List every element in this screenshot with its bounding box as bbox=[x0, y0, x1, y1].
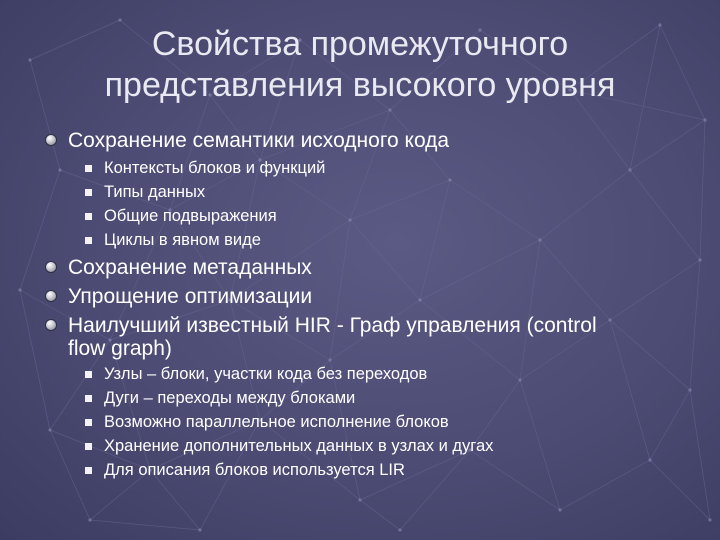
bullet-text: Упрощение оптимизации bbox=[68, 285, 313, 308]
bullet-text: Наилучший известный HIR - Граф управления (control bbox=[68, 314, 597, 337]
bullet-item-optimization bbox=[68, 285, 312, 308]
square-bullet-icon bbox=[85, 443, 92, 450]
sub-bullet-item bbox=[104, 412, 449, 432]
bullet-item-metadata bbox=[68, 256, 312, 279]
bullet-item-hir bbox=[68, 314, 597, 337]
square-bullet-icon bbox=[85, 371, 92, 378]
square-bullet-icon bbox=[85, 467, 92, 474]
sub-bullet-item bbox=[104, 388, 355, 408]
round-bullet-icon bbox=[46, 135, 56, 145]
bullet-item-semantics bbox=[68, 129, 449, 152]
sub-bullet-text: Общие подвыражения bbox=[104, 207, 277, 225]
square-bullet-icon bbox=[85, 419, 92, 426]
bullet-item-hir-continuation bbox=[68, 337, 172, 360]
round-bullet-icon bbox=[46, 291, 56, 301]
sub-bullet-item bbox=[104, 182, 205, 202]
sub-bullet-text: Контексты блоков и функций bbox=[104, 159, 326, 177]
bullet-text: Сохранение семантики исходного кода bbox=[68, 129, 450, 152]
square-bullet-icon bbox=[85, 189, 92, 196]
square-bullet-icon bbox=[85, 395, 92, 402]
sub-bullet-text: Циклы в явном виде bbox=[104, 231, 261, 249]
bullet-text: Сохранение метаданных bbox=[68, 256, 312, 279]
sub-bullet-item bbox=[104, 206, 277, 226]
square-bullet-icon bbox=[85, 165, 92, 172]
sub-bullet-text: Возможно параллельное исполнение блоков bbox=[104, 413, 449, 431]
sub-bullet-item bbox=[104, 158, 325, 178]
sub-bullet-text: Дуги – переходы между блоками bbox=[104, 389, 356, 407]
bullet-text: flow graph) bbox=[68, 337, 172, 360]
sub-bullet-item bbox=[104, 230, 261, 250]
square-bullet-icon bbox=[85, 237, 92, 244]
slide-title-line-1: Свойства промежуточного bbox=[151, 25, 569, 63]
sub-bullet-text: Для описания блоков используется LIR bbox=[104, 461, 405, 479]
sub-bullet-item bbox=[104, 460, 405, 480]
sub-bullet-text: Узлы – блоки, участки кода без переходов bbox=[104, 365, 428, 383]
round-bullet-icon bbox=[46, 262, 56, 272]
square-bullet-icon bbox=[85, 213, 92, 220]
sub-bullet-item bbox=[104, 364, 427, 384]
sub-bullet-item bbox=[104, 436, 493, 456]
round-bullet-icon bbox=[46, 320, 56, 330]
sub-bullet-text: Типы данных bbox=[104, 183, 206, 201]
sub-bullet-text: Хранение дополнительных данных в узлах и дугах bbox=[104, 437, 494, 455]
slide-title-line-2: представления высокого уровня bbox=[104, 66, 616, 104]
